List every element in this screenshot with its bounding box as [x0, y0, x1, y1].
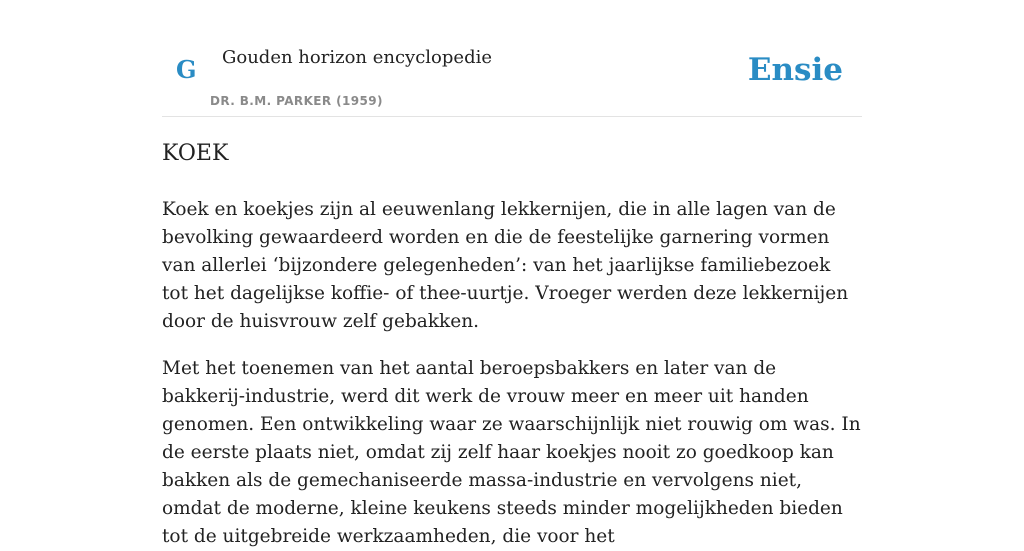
article-paragraph-1: Koek en koekjes zijn al eeuwenlang lekkernijen, die in alle lagen van de bevolking gewaardeerd worden en die de feestelijke garnering vormen van allerlei ‘bijzondere gelegenheden’: van het jaarlijkse familiebezoek tot het dagelijkse koffie- of thee-uurtje. Vroeger werden deze lekkernijen door de huisvrouw zelf gebakken. [162, 199, 849, 332]
book-author: DR. B.M. PARKER (1959) [210, 94, 383, 108]
article-paragraph-2: Met het toenemen van het aantal beroepsbakkers en later van de bakkerij-industrie, werd dit werk de vrouw meer en meer uit handen genomen. Een ontwikkeling waar ze waarschijnlijk niet rouwig om was. In de eerste plaats niet, omdat zij zelf haar koekjes nooit zo goedkoop kan bakken als de gemechaniseerde massa-industrie en vervolgens niet, omdat de moderne, kleine keukens steeds minder mogelijkheden bieden tot de uitgebreide werkzaamheden, die voor het [162, 358, 861, 547]
article [162, 136, 862, 551]
book-icon[interactable]: G [176, 55, 197, 84]
ensie-logo[interactable]: Ensie [747, 52, 843, 88]
header [162, 0, 862, 117]
book-title-link[interactable]: Gouden horizon encyclopedie [222, 47, 492, 68]
article-headword: KOEK [162, 141, 229, 166]
